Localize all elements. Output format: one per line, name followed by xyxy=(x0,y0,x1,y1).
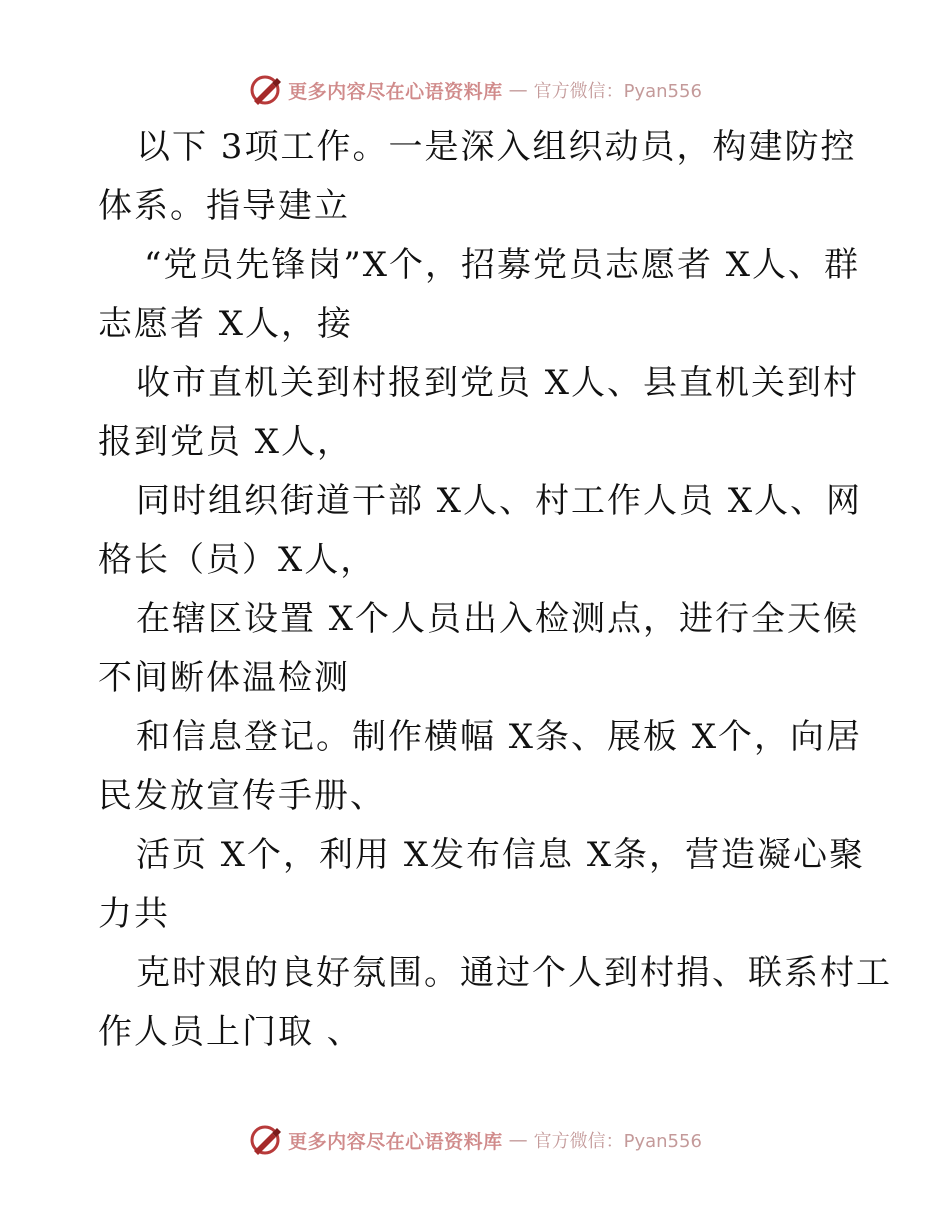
body-line-4: 志愿者 X人，接 xyxy=(98,304,354,344)
body-line-9: 在辖区设置 X个人员出入检测点，进行全天候 xyxy=(136,599,860,639)
header-dash: — xyxy=(508,79,528,101)
body-line-3: “党员先锋岗”X个，招募党员志愿者 X人、群 xyxy=(144,245,860,285)
footer-dash: — xyxy=(508,1129,528,1151)
header-site-text: 更多内容尽在心语资料库 xyxy=(288,80,503,103)
body-line-7: 同时组织街道干部 X人、村工作人员 X人、网 xyxy=(136,481,863,521)
body-line-1: 以下 3项工作。一是深入组织动员，构建防控 xyxy=(136,127,857,167)
body-line-15: 克时艰的良好氛围。通过个人到村捐、联系村工 xyxy=(136,953,892,993)
body-line-8: 格长（员）X人， xyxy=(98,540,377,580)
footer-wechat-text: 官方微信：Pyan556 xyxy=(533,1131,702,1152)
body-line-5: 收市直机关到村报到党员 X人、县直机关到村 xyxy=(136,363,860,403)
header-wechat-text: 官方微信：Pyan556 xyxy=(533,81,702,102)
body-line-16: 作人员上门取 、 xyxy=(98,1012,363,1052)
body-line-10: 不间断体温检测 xyxy=(98,658,350,698)
document-body xyxy=(98,118,892,1062)
footer-watermark xyxy=(0,1120,950,1160)
header-watermark xyxy=(0,70,950,110)
pen-logo-icon xyxy=(248,73,282,107)
body-line-6: 报到党员 X人， xyxy=(98,422,354,462)
body-line-2: 体系。指导建立 xyxy=(98,186,350,226)
body-line-14: 力共 xyxy=(98,894,170,934)
pen-logo-icon xyxy=(248,1123,282,1157)
body-line-13: 活页 X个，利用 X发布信息 X条，营造凝心聚 xyxy=(136,835,866,875)
body-line-11: 和信息登记。制作横幅 X条、展板 X个，向居 xyxy=(136,717,863,757)
footer-site-text: 更多内容尽在心语资料库 xyxy=(288,1130,503,1153)
body-line-12: 民发放宣传手册、 xyxy=(98,776,386,816)
